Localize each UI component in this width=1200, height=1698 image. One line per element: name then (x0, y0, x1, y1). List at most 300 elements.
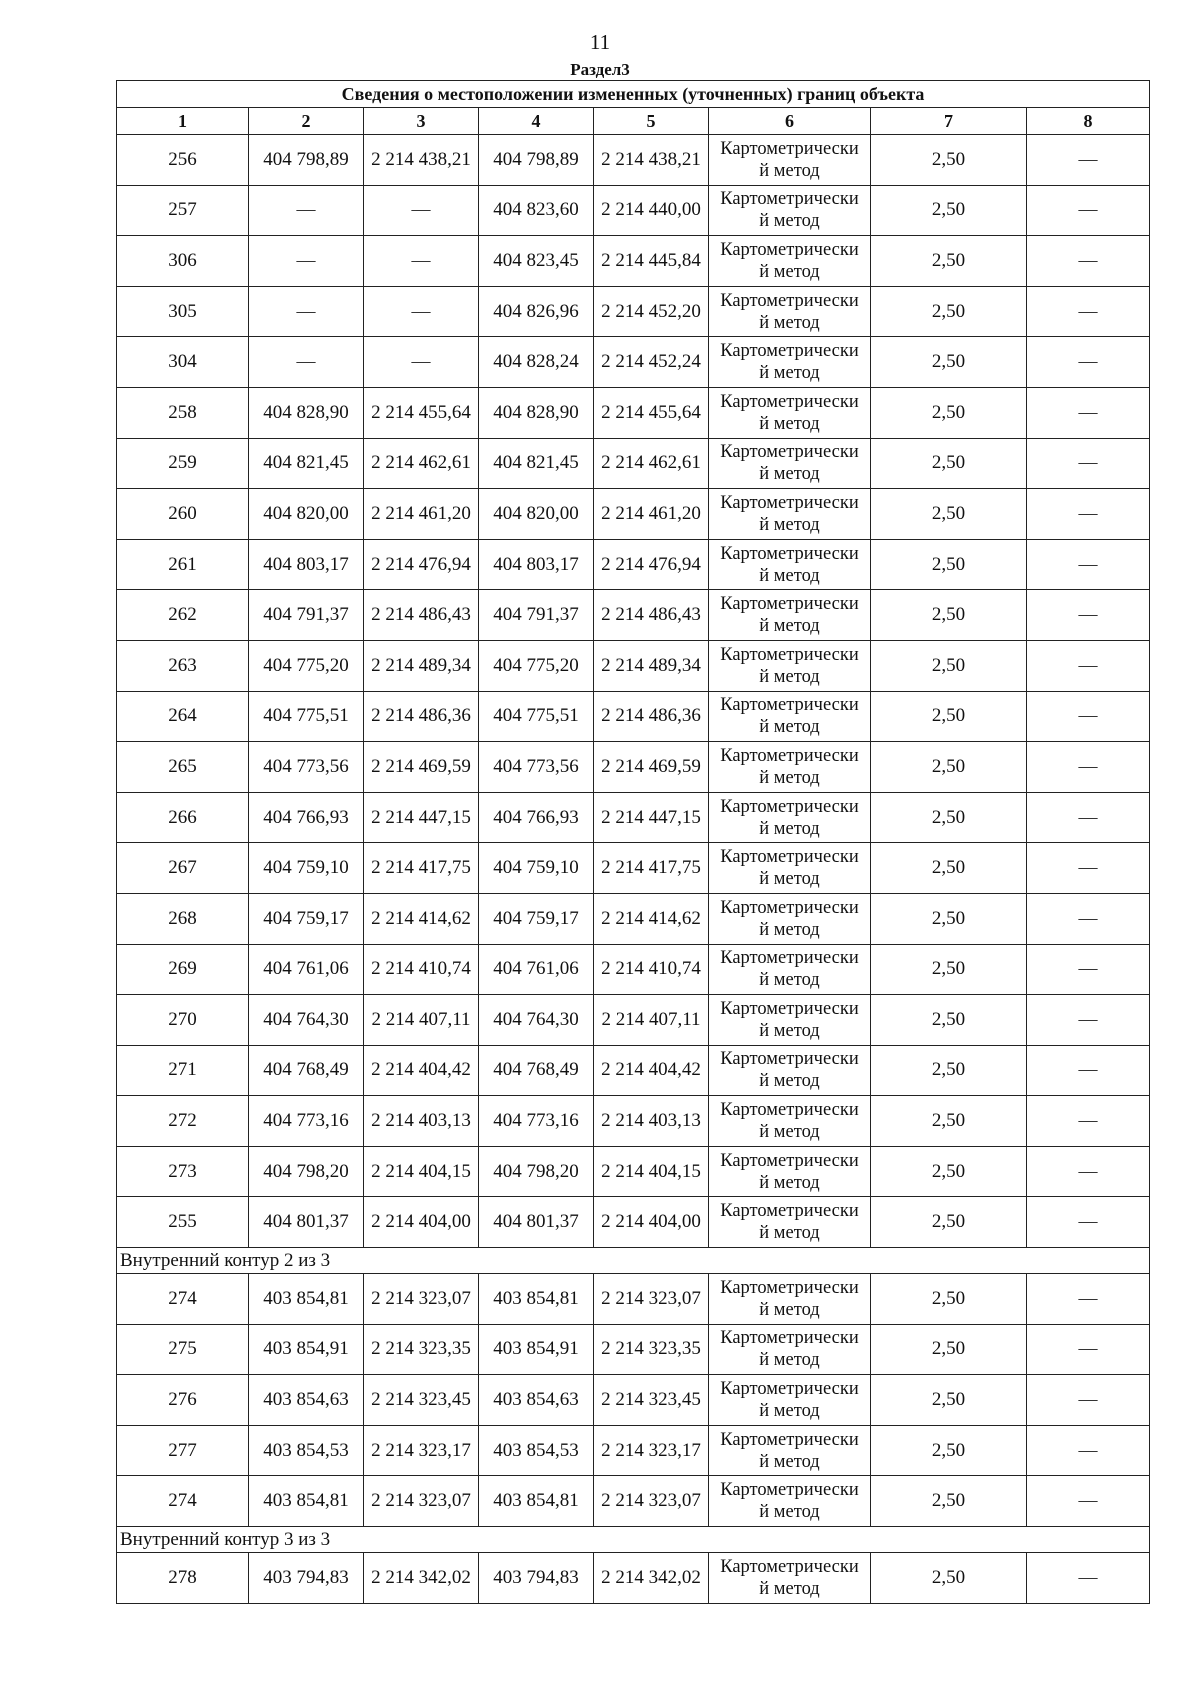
method-cell (709, 539, 871, 590)
existing-x-cell: 404 766,93 (249, 792, 364, 843)
accuracy-cell: 2,50 (871, 236, 1027, 287)
point-number-cell: 255 (117, 1197, 249, 1248)
existing-x-cell: — (249, 337, 364, 388)
accuracy-cell: 2,50 (871, 640, 1027, 691)
point-number-cell: 275 (117, 1324, 249, 1375)
method-line: Картометрически (720, 1480, 859, 1501)
table-row (117, 387, 1150, 438)
method-cell (709, 792, 871, 843)
method-line: й метод (759, 413, 820, 434)
column-number: 6 (709, 108, 871, 135)
method-cell (709, 1197, 871, 1248)
table-row (117, 489, 1150, 540)
refined-y-cell: 2 214 404,42 (594, 1045, 709, 1096)
table-row (117, 742, 1150, 793)
method-cell (709, 1425, 871, 1476)
table-row (117, 286, 1150, 337)
point-number-cell: 274 (117, 1476, 249, 1527)
point-number-cell: 260 (117, 489, 249, 540)
table-row (117, 1274, 1150, 1325)
accuracy-cell: 2,50 (871, 286, 1027, 337)
accuracy-cell: 2,50 (871, 387, 1027, 438)
existing-y-cell: 2 214 438,21 (364, 135, 479, 186)
method-cell (709, 236, 871, 287)
existing-y-cell: — (364, 236, 479, 287)
refined-x-cell: 404 775,20 (479, 640, 594, 691)
method-line: Картометрически (720, 543, 859, 564)
method-line: Картометрически (720, 897, 859, 918)
refined-x-cell: 404 773,56 (479, 742, 594, 793)
refined-y-cell: 2 214 323,35 (594, 1324, 709, 1375)
existing-y-cell: 2 214 476,94 (364, 539, 479, 590)
accuracy-cell: 2,50 (871, 893, 1027, 944)
table-row (117, 539, 1150, 590)
column-number: 2 (249, 108, 364, 135)
refined-x-cell: 404 820,00 (479, 489, 594, 540)
method-line: й метод (759, 1502, 820, 1523)
existing-y-cell: 2 214 404,42 (364, 1045, 479, 1096)
refined-x-cell: 403 854,81 (479, 1476, 594, 1527)
refined-x-cell: 404 775,51 (479, 691, 594, 742)
accuracy-cell: 2,50 (871, 691, 1027, 742)
existing-y-cell: — (364, 337, 479, 388)
refined-y-cell: 2 214 403,13 (594, 1096, 709, 1147)
table-row (117, 1476, 1150, 1527)
method-cell (709, 742, 871, 793)
point-number-cell: 306 (117, 236, 249, 287)
refined-x-cell: 404 826,96 (479, 286, 594, 337)
method-line: Картометрически (720, 1049, 859, 1070)
description-cell: — (1027, 893, 1150, 944)
existing-x-cell: 404 759,10 (249, 843, 364, 894)
refined-x-cell: 404 803,17 (479, 539, 594, 590)
method-cell (709, 1045, 871, 1096)
existing-x-cell: 404 798,20 (249, 1146, 364, 1197)
method-cell (709, 337, 871, 388)
point-number-cell: 262 (117, 590, 249, 641)
refined-x-cell: 404 823,45 (479, 236, 594, 287)
point-number-cell: 257 (117, 185, 249, 236)
refined-y-cell: 2 214 410,74 (594, 944, 709, 995)
description-cell: — (1027, 1197, 1150, 1248)
description-cell: — (1027, 1146, 1150, 1197)
table-body (117, 135, 1150, 1604)
description-cell: — (1027, 691, 1150, 742)
method-line: Картометрически (720, 1277, 859, 1298)
refined-x-cell: 404 764,30 (479, 995, 594, 1046)
table-row (117, 590, 1150, 641)
description-cell: — (1027, 185, 1150, 236)
method-line: й метод (759, 1350, 820, 1371)
description-cell: — (1027, 742, 1150, 793)
column-number: 8 (1027, 108, 1150, 135)
method-line: й метод (759, 767, 820, 788)
method-line: й метод (759, 1020, 820, 1041)
method-line: Картометрически (720, 239, 859, 260)
description-cell: — (1027, 489, 1150, 540)
accuracy-cell: 2,50 (871, 1096, 1027, 1147)
existing-x-cell: 404 775,20 (249, 640, 364, 691)
existing-y-cell: 2 214 461,20 (364, 489, 479, 540)
method-line: й метод (759, 717, 820, 738)
existing-x-cell: 403 854,91 (249, 1324, 364, 1375)
refined-y-cell: 2 214 407,11 (594, 995, 709, 1046)
table-row (117, 1553, 1150, 1604)
existing-y-cell: 2 214 410,74 (364, 944, 479, 995)
contour-heading: Внутренний контур 2 из 3 (117, 1248, 1150, 1274)
method-cell (709, 1324, 871, 1375)
refined-x-cell: 403 794,83 (479, 1553, 594, 1604)
refined-y-cell: 2 214 414,62 (594, 893, 709, 944)
refined-x-cell: 403 854,63 (479, 1375, 594, 1426)
table-row (117, 1096, 1150, 1147)
refined-y-cell: 2 214 476,94 (594, 539, 709, 590)
method-line: Картометрически (720, 745, 859, 766)
method-line: й метод (759, 869, 820, 890)
existing-x-cell: 404 801,37 (249, 1197, 364, 1248)
refined-x-cell: 404 759,10 (479, 843, 594, 894)
existing-x-cell: 403 854,81 (249, 1274, 364, 1325)
method-line: Картометрически (720, 1328, 859, 1349)
accuracy-cell: 2,50 (871, 742, 1027, 793)
method-line: й метод (759, 312, 820, 333)
refined-x-cell: 404 798,89 (479, 135, 594, 186)
point-number-cell: 259 (117, 438, 249, 489)
accuracy-cell: 2,50 (871, 1274, 1027, 1325)
point-number-cell: 271 (117, 1045, 249, 1096)
refined-x-cell: 404 773,16 (479, 1096, 594, 1147)
point-number-cell: 273 (117, 1146, 249, 1197)
description-cell: — (1027, 590, 1150, 641)
method-line: й метод (759, 514, 820, 535)
accuracy-cell: 2,50 (871, 1553, 1027, 1604)
method-line: й метод (759, 666, 820, 687)
accuracy-cell: 2,50 (871, 539, 1027, 590)
existing-x-cell: 403 854,81 (249, 1476, 364, 1527)
column-number: 1 (117, 108, 249, 135)
refined-y-cell: 2 214 447,15 (594, 792, 709, 843)
accuracy-cell: 2,50 (871, 1324, 1027, 1375)
refined-x-cell: 404 828,90 (479, 387, 594, 438)
point-number-cell: 256 (117, 135, 249, 186)
existing-x-cell: 404 773,16 (249, 1096, 364, 1147)
existing-y-cell: 2 214 414,62 (364, 893, 479, 944)
accuracy-cell: 2,50 (871, 1197, 1027, 1248)
column-number: 7 (871, 108, 1027, 135)
refined-y-cell: 2 214 323,45 (594, 1375, 709, 1426)
refined-y-cell: 2 214 440,00 (594, 185, 709, 236)
refined-y-cell: 2 214 438,21 (594, 135, 709, 186)
method-line: й метод (759, 1223, 820, 1244)
table-row (117, 1425, 1150, 1476)
table-row (117, 843, 1150, 894)
refined-x-cell: 404 759,17 (479, 893, 594, 944)
refined-y-cell: 2 214 445,84 (594, 236, 709, 287)
method-cell (709, 1146, 871, 1197)
refined-x-cell: 404 761,06 (479, 944, 594, 995)
table-title-row (117, 81, 1150, 108)
existing-y-cell: 2 214 462,61 (364, 438, 479, 489)
method-line: Картометрически (720, 1379, 859, 1400)
description-cell: — (1027, 387, 1150, 438)
method-line: й метод (759, 1071, 820, 1092)
method-cell (709, 185, 871, 236)
existing-y-cell: 2 214 323,17 (364, 1425, 479, 1476)
method-line: й метод (759, 970, 820, 991)
refined-x-cell: 403 854,91 (479, 1324, 594, 1375)
existing-x-cell: 404 820,00 (249, 489, 364, 540)
refined-y-cell: 2 214 469,59 (594, 742, 709, 793)
method-line: Картометрически (720, 1429, 859, 1450)
column-number: 5 (594, 108, 709, 135)
point-number-cell: 276 (117, 1375, 249, 1426)
description-cell: — (1027, 944, 1150, 995)
table-row (117, 236, 1150, 287)
method-cell (709, 1274, 871, 1325)
existing-y-cell: 2 214 486,36 (364, 691, 479, 742)
existing-x-cell: — (249, 236, 364, 287)
existing-y-cell: 2 214 469,59 (364, 742, 479, 793)
method-line: Картометрически (720, 138, 859, 159)
description-cell: — (1027, 1324, 1150, 1375)
description-cell: — (1027, 1045, 1150, 1096)
existing-x-cell: 404 821,45 (249, 438, 364, 489)
method-cell (709, 387, 871, 438)
refined-y-cell: 2 214 489,34 (594, 640, 709, 691)
accuracy-cell: 2,50 (871, 792, 1027, 843)
refined-y-cell: 2 214 486,36 (594, 691, 709, 742)
page-number: 11 (589, 30, 611, 54)
accuracy-cell: 2,50 (871, 185, 1027, 236)
point-number-cell: 272 (117, 1096, 249, 1147)
accuracy-cell: 2,50 (871, 489, 1027, 540)
description-cell: — (1027, 843, 1150, 894)
method-line: Картометрически (720, 695, 859, 716)
method-line: й метод (759, 565, 820, 586)
existing-x-cell: 404 759,17 (249, 893, 364, 944)
existing-y-cell: 2 214 403,13 (364, 1096, 479, 1147)
accuracy-cell: 2,50 (871, 1476, 1027, 1527)
existing-x-cell: 404 761,06 (249, 944, 364, 995)
existing-y-cell: 2 214 323,45 (364, 1375, 479, 1426)
method-line: Картометрически (720, 1150, 859, 1171)
refined-x-cell: 403 854,81 (479, 1274, 594, 1325)
existing-y-cell: 2 214 342,02 (364, 1553, 479, 1604)
point-number-cell: 263 (117, 640, 249, 691)
existing-x-cell: — (249, 185, 364, 236)
method-line: Картометрически (720, 1556, 859, 1577)
refined-y-cell: 2 214 404,15 (594, 1146, 709, 1197)
point-number-cell: 277 (117, 1425, 249, 1476)
refined-y-cell: 2 214 323,07 (594, 1476, 709, 1527)
description-cell: — (1027, 640, 1150, 691)
description-cell: — (1027, 337, 1150, 388)
table-row (117, 792, 1150, 843)
accuracy-cell: 2,50 (871, 590, 1027, 641)
existing-y-cell: — (364, 185, 479, 236)
contour-heading: Внутренний контур 3 из 3 (117, 1527, 1150, 1553)
method-line: й метод (759, 1299, 820, 1320)
refined-x-cell: 404 823,60 (479, 185, 594, 236)
method-line: Картометрически (720, 998, 859, 1019)
method-cell (709, 1375, 871, 1426)
refined-x-cell: 404 791,37 (479, 590, 594, 641)
method-cell (709, 995, 871, 1046)
point-number-cell: 266 (117, 792, 249, 843)
method-line: й метод (759, 464, 820, 485)
method-line: Картометрически (720, 796, 859, 817)
existing-y-cell: 2 214 404,00 (364, 1197, 479, 1248)
method-cell (709, 1553, 871, 1604)
description-cell: — (1027, 1553, 1150, 1604)
existing-x-cell: 403 854,63 (249, 1375, 364, 1426)
point-number-cell: 304 (117, 337, 249, 388)
refined-y-cell: 2 214 452,24 (594, 337, 709, 388)
description-cell: — (1027, 1375, 1150, 1426)
point-number-cell: 269 (117, 944, 249, 995)
refined-y-cell: 2 214 417,75 (594, 843, 709, 894)
refined-x-cell: 404 768,49 (479, 1045, 594, 1096)
existing-y-cell: 2 214 323,35 (364, 1324, 479, 1375)
section-title: Раздел3 (570, 60, 630, 79)
method-line: Картометрически (720, 1100, 859, 1121)
accuracy-cell: 2,50 (871, 1425, 1027, 1476)
existing-y-cell: 2 214 404,15 (364, 1146, 479, 1197)
accuracy-cell: 2,50 (871, 843, 1027, 894)
method-cell (709, 590, 871, 641)
description-cell: — (1027, 792, 1150, 843)
method-line: Картометрически (720, 948, 859, 969)
existing-y-cell: 2 214 323,07 (364, 1476, 479, 1527)
method-line: й метод (759, 1172, 820, 1193)
method-line: й метод (759, 160, 820, 181)
existing-x-cell: 404 775,51 (249, 691, 364, 742)
accuracy-cell: 2,50 (871, 995, 1027, 1046)
method-line: й метод (759, 919, 820, 940)
table-row (117, 1375, 1150, 1426)
table-row (117, 640, 1150, 691)
method-cell (709, 1096, 871, 1147)
description-cell: — (1027, 1476, 1150, 1527)
description-cell: — (1027, 539, 1150, 590)
refined-x-cell: 404 821,45 (479, 438, 594, 489)
method-line: Картометрически (720, 847, 859, 868)
method-cell (709, 438, 871, 489)
method-cell (709, 135, 871, 186)
method-line: Картометрически (720, 391, 859, 412)
contour-heading-row (117, 1248, 1150, 1274)
existing-x-cell: 404 773,56 (249, 742, 364, 793)
column-number-row (117, 108, 1150, 135)
existing-y-cell: 2 214 417,75 (364, 843, 479, 894)
method-line: Картометрически (720, 594, 859, 615)
description-cell: — (1027, 1274, 1150, 1325)
method-cell (709, 843, 871, 894)
table-row (117, 691, 1150, 742)
table-row (117, 944, 1150, 995)
existing-x-cell: 404 768,49 (249, 1045, 364, 1096)
method-line: Картометрически (720, 492, 859, 513)
refined-y-cell: 2 214 323,07 (594, 1274, 709, 1325)
existing-y-cell: 2 214 455,64 (364, 387, 479, 438)
description-cell: — (1027, 135, 1150, 186)
method-line: Картометрически (720, 341, 859, 362)
table-row (117, 135, 1150, 186)
method-line: й метод (759, 211, 820, 232)
method-cell (709, 489, 871, 540)
method-cell (709, 944, 871, 995)
accuracy-cell: 2,50 (871, 135, 1027, 186)
method-line: Картометрически (720, 290, 859, 311)
table-row (117, 1324, 1150, 1375)
method-line: й метод (759, 1451, 820, 1472)
accuracy-cell: 2,50 (871, 337, 1027, 388)
refined-x-cell: 404 798,20 (479, 1146, 594, 1197)
method-cell (709, 893, 871, 944)
method-line: Картометрически (720, 1201, 859, 1222)
refined-x-cell: 404 801,37 (479, 1197, 594, 1248)
refined-y-cell: 2 214 452,20 (594, 286, 709, 337)
existing-x-cell: 404 791,37 (249, 590, 364, 641)
point-number-cell: 305 (117, 286, 249, 337)
accuracy-cell: 2,50 (871, 1375, 1027, 1426)
existing-y-cell: 2 214 323,07 (364, 1274, 479, 1325)
existing-y-cell: 2 214 447,15 (364, 792, 479, 843)
method-line: й метод (759, 363, 820, 384)
existing-x-cell: — (249, 286, 364, 337)
existing-x-cell: 404 798,89 (249, 135, 364, 186)
method-line: й метод (759, 1401, 820, 1422)
point-number-cell: 261 (117, 539, 249, 590)
point-number-cell: 264 (117, 691, 249, 742)
table-row (117, 1146, 1150, 1197)
method-line: й метод (759, 261, 820, 282)
accuracy-cell: 2,50 (871, 1045, 1027, 1096)
table-row (117, 337, 1150, 388)
existing-x-cell: 404 803,17 (249, 539, 364, 590)
table-row (117, 438, 1150, 489)
description-cell: — (1027, 1425, 1150, 1476)
refined-y-cell: 2 214 461,20 (594, 489, 709, 540)
contour-heading-row (117, 1527, 1150, 1553)
point-number-cell: 278 (117, 1553, 249, 1604)
refined-x-cell: 404 766,93 (479, 792, 594, 843)
point-number-cell: 265 (117, 742, 249, 793)
column-number: 4 (479, 108, 594, 135)
point-number-cell: 267 (117, 843, 249, 894)
point-number-cell: 270 (117, 995, 249, 1046)
refined-y-cell: 2 214 486,43 (594, 590, 709, 641)
existing-y-cell: 2 214 486,43 (364, 590, 479, 641)
method-cell (709, 691, 871, 742)
refined-y-cell: 2 214 455,64 (594, 387, 709, 438)
table-row (117, 1197, 1150, 1248)
boundary-coordinates-table (116, 80, 1150, 1604)
existing-y-cell: 2 214 407,11 (364, 995, 479, 1046)
existing-x-cell: 404 828,90 (249, 387, 364, 438)
method-line: й метод (759, 1122, 820, 1143)
table-row (117, 1045, 1150, 1096)
description-cell: — (1027, 438, 1150, 489)
point-number-cell: 274 (117, 1274, 249, 1325)
existing-y-cell: 2 214 489,34 (364, 640, 479, 691)
accuracy-cell: 2,50 (871, 438, 1027, 489)
accuracy-cell: 2,50 (871, 1146, 1027, 1197)
method-cell (709, 1476, 871, 1527)
refined-y-cell: 2 214 342,02 (594, 1553, 709, 1604)
description-cell: — (1027, 995, 1150, 1046)
method-cell (709, 286, 871, 337)
